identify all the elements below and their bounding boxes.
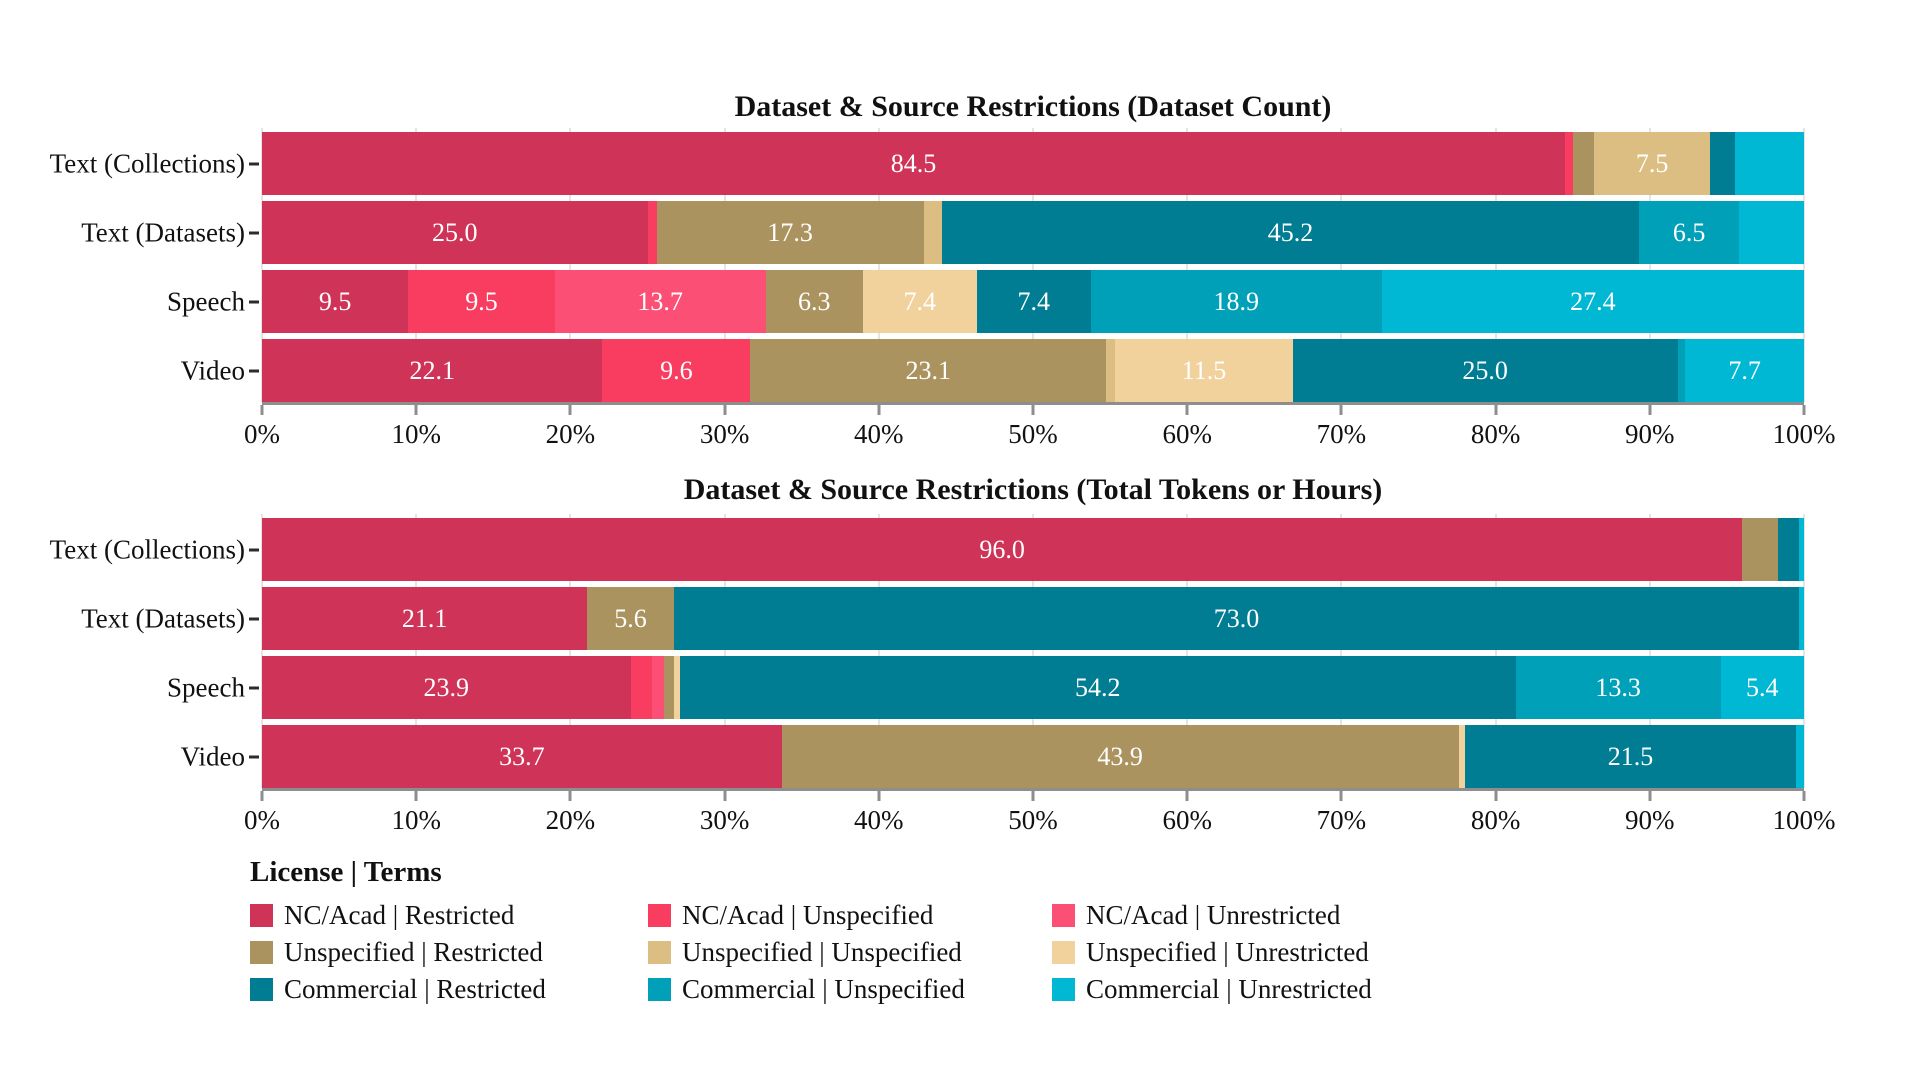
segment-value-label: 7.4 [903, 286, 936, 316]
segment-value-label: 9.5 [318, 286, 352, 316]
segment-value-label: 25.0 [1462, 355, 1508, 385]
x-tick [1494, 791, 1497, 801]
segment-value-label: 23.1 [905, 355, 951, 385]
x-tick [877, 791, 880, 801]
segment-value-label: 73.0 [1213, 603, 1260, 633]
x-tick-label: 10% [391, 805, 441, 835]
legend-swatch-icon [1052, 941, 1075, 964]
y-tick [249, 162, 259, 165]
x-tick [1186, 405, 1189, 415]
bar-segment [262, 656, 631, 719]
bar-segment [587, 587, 673, 650]
legend-swatch-icon [1052, 904, 1075, 927]
x-tick [723, 791, 726, 801]
bar-segment [631, 656, 653, 719]
bar-segment [602, 339, 750, 402]
x-tick-label: 70% [1316, 805, 1367, 835]
legend-label: NC/Acad | Unspecified [682, 899, 934, 930]
segment-value-label: 6.5 [1672, 217, 1706, 247]
bar-segment [262, 518, 1742, 581]
bar-segment [1639, 201, 1739, 264]
x-tick-label: 70% [1316, 419, 1367, 449]
y-tick [249, 231, 259, 234]
legend-swatch-icon [648, 978, 671, 1001]
x-tick [877, 405, 880, 415]
legend-label: Commercial | Unspecified [682, 973, 965, 1004]
x-tick-label: 80% [1470, 419, 1521, 449]
x-tick [1340, 405, 1343, 415]
category-label: Text (Datasets) [81, 603, 245, 633]
bar-segment [1678, 339, 1686, 402]
y-tick [249, 686, 259, 689]
bar-segment [1382, 270, 1804, 333]
category-label: Text (Collections) [49, 534, 245, 564]
segment-value-label: 96.0 [979, 534, 1025, 564]
legend-item [648, 901, 1052, 929]
chart1-bars [49, 128, 1804, 402]
segment-value-label: 5.4 [1746, 672, 1779, 702]
legend-label: Commercial | Unrestricted [1086, 973, 1372, 1004]
legend-swatch-icon [250, 941, 273, 964]
bar-row [180, 725, 1804, 788]
chart1-plot-area [49, 128, 1804, 402]
x-tick-label: 40% [854, 805, 904, 835]
legend-swatch-icon [250, 904, 273, 927]
category-label: Speech [167, 286, 245, 316]
x-tick [1803, 405, 1806, 415]
bar-segment [408, 270, 554, 333]
bar-segment [1685, 339, 1804, 402]
x-tick-label: 80% [1470, 805, 1521, 835]
segment-value-label: 22.1 [409, 355, 455, 385]
x-tick-label: 0% [244, 419, 280, 449]
bar-segment [555, 270, 766, 333]
legend-label: Unspecified | Restricted [284, 936, 543, 967]
bar-segment [680, 656, 1516, 719]
bar-row [81, 587, 1804, 650]
segment-value-label: 7.5 [1635, 148, 1669, 178]
bar-segment [863, 270, 977, 333]
legend-swatch-icon [250, 978, 273, 1001]
bar-segment [1710, 132, 1735, 195]
x-tick [1032, 791, 1035, 801]
segment-value-label: 11.5 [1181, 355, 1227, 385]
segment-value-label: 33.7 [499, 741, 545, 771]
segment-value-label: 17.3 [767, 217, 813, 247]
x-tick [569, 791, 572, 801]
x-tick-label: 90% [1625, 419, 1675, 449]
x-tick-label: 90% [1625, 805, 1675, 835]
chart2-plot-area [49, 514, 1804, 788]
chart2-title: Dataset & Source Restrictions (Total Tokens or Hours) [683, 473, 1383, 506]
x-tick [1803, 791, 1806, 801]
y-tick [249, 755, 259, 758]
legend-swatch-icon [648, 941, 671, 964]
bar-segment [1796, 725, 1804, 788]
x-tick-label: 100% [1772, 805, 1836, 835]
bar-segment [1778, 518, 1800, 581]
y-tick [249, 617, 259, 620]
segment-value-label: 9.5 [465, 286, 498, 316]
category-label: Text (Collections) [49, 148, 245, 178]
legend-label: Unspecified | Unrestricted [1086, 936, 1369, 967]
bar-segment [942, 201, 1639, 264]
legend-title: License | Terms [250, 856, 442, 888]
bar-row [167, 656, 1804, 719]
bar-segment [1735, 132, 1804, 195]
x-tick [1648, 405, 1651, 415]
bar-segment [674, 587, 1800, 650]
bar-segment [924, 201, 943, 264]
legend-item [648, 938, 1052, 966]
legend-item [1052, 975, 1372, 1003]
segment-value-label: 13.3 [1595, 672, 1641, 702]
bar-row [167, 270, 1804, 333]
bar-segment [766, 270, 863, 333]
chart2-bars [49, 514, 1804, 788]
x-tick [1186, 791, 1189, 801]
bar-segment [1742, 518, 1777, 581]
bar-segment [664, 656, 673, 719]
bar-segment [648, 201, 657, 264]
segment-value-label: 7.4 [1017, 286, 1050, 316]
segment-value-label: 45.2 [1267, 217, 1314, 247]
segment-value-label: 18.9 [1213, 286, 1260, 316]
bar-segment [657, 201, 924, 264]
x-tick-label: 40% [854, 419, 904, 449]
legend-item [1052, 938, 1372, 966]
bar-segment [262, 587, 587, 650]
x-tick [723, 405, 726, 415]
bar-segment [1739, 201, 1804, 264]
segment-value-label: 7.7 [1728, 355, 1761, 385]
x-tick-label: 100% [1772, 419, 1836, 449]
x-tick-label: 50% [1008, 419, 1058, 449]
segment-value-label: 54.2 [1074, 672, 1121, 702]
x-tick [1494, 405, 1497, 415]
segment-value-label: 84.5 [890, 148, 937, 178]
x-tick [1340, 791, 1343, 801]
legend-item [250, 901, 648, 929]
segment-value-label: 43.9 [1097, 741, 1143, 771]
x-tick [415, 791, 418, 801]
bar-row [49, 518, 1804, 581]
bar-segment [262, 725, 782, 788]
bar-segment [782, 725, 1459, 788]
bar-segment [750, 339, 1106, 402]
segment-value-label: 23.9 [423, 672, 470, 702]
x-tick-label: 30% [699, 805, 750, 835]
bar-segment [262, 339, 602, 402]
x-tick-label: 60% [1162, 805, 1212, 835]
bar-segment [1565, 132, 1573, 195]
legend-label: Unspecified | Unspecified [682, 936, 962, 967]
chart1-title: Dataset & Source Restrictions (Dataset Count) [734, 90, 1332, 123]
bar-segment [1293, 339, 1678, 402]
legend-items [250, 901, 1372, 1003]
y-tick [249, 369, 259, 372]
segment-value-label: 9.6 [660, 355, 693, 385]
bar-segment [1594, 132, 1710, 195]
legend-label: NC/Acad | Unrestricted [1086, 899, 1341, 930]
x-tick [1032, 405, 1035, 415]
x-tick [1648, 791, 1651, 801]
legend-label: NC/Acad | Restricted [284, 899, 515, 930]
x-tick-label: 50% [1008, 805, 1058, 835]
bar-segment [1106, 339, 1115, 402]
segment-value-label: 6.3 [797, 286, 831, 316]
category-label: Text (Datasets) [81, 217, 245, 247]
bar-row [81, 201, 1804, 264]
x-tick-label: 0% [244, 805, 280, 835]
bar-segment [262, 132, 1565, 195]
legend-item [250, 938, 648, 966]
x-tick-label: 60% [1162, 419, 1212, 449]
bar-segment [262, 201, 648, 264]
segment-value-label: 25.0 [432, 217, 478, 247]
bar-segment [1465, 725, 1797, 788]
x-tick-label: 20% [545, 805, 596, 835]
x-tick-label: 10% [391, 419, 441, 449]
bar-segment [1799, 518, 1804, 581]
x-tick [261, 405, 264, 415]
x-tick [415, 405, 418, 415]
segment-value-label: 5.6 [614, 603, 647, 633]
legend [250, 856, 1372, 1003]
bar-row [180, 339, 1804, 402]
legend-swatch-icon [648, 904, 671, 927]
x-tick-label: 20% [545, 419, 596, 449]
chart1-x-axis [244, 402, 1836, 464]
bar-segment [977, 270, 1091, 333]
legend-item [250, 975, 648, 1003]
chart2-x-axis [244, 788, 1836, 850]
segment-value-label: 27.4 [1570, 286, 1616, 316]
x-tick [261, 791, 264, 801]
legend-swatch-icon [1052, 978, 1075, 1001]
segment-value-label: 13.7 [637, 286, 683, 316]
category-label: Video [180, 741, 245, 771]
legend-label: Commercial | Restricted [284, 973, 546, 1004]
bar-segment [1799, 587, 1804, 650]
bar-segment [262, 270, 408, 333]
bar-segment [1573, 132, 1595, 195]
category-label: Speech [167, 672, 245, 702]
legend-item [1052, 901, 1372, 929]
x-tick-label: 30% [699, 419, 750, 449]
bar-segment [1091, 270, 1382, 333]
bar-segment [652, 656, 664, 719]
bar-row [49, 132, 1804, 195]
x-tick [569, 405, 572, 415]
y-tick [249, 300, 259, 303]
segment-value-label: 21.1 [401, 603, 448, 633]
legend-item [648, 975, 1052, 1003]
bar-segment [1115, 339, 1292, 402]
bar-segment [1721, 656, 1804, 719]
category-label: Video [180, 355, 245, 385]
segment-value-label: 21.5 [1607, 741, 1654, 771]
bar-segment [1516, 656, 1721, 719]
y-tick [249, 548, 259, 551]
